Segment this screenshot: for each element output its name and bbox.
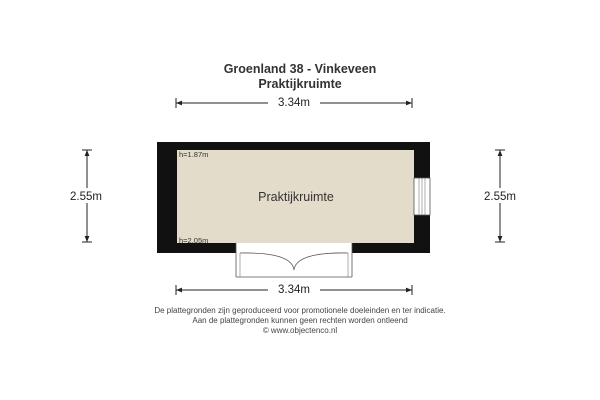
window [414, 178, 430, 215]
room-label: Praktijkruimte [258, 190, 334, 204]
disclaimer-line-2: Aan de plattegronden kunnen geen rechten worden ontleend [192, 316, 408, 325]
plan-title: Groenland 38 - Vinkeveen [223, 62, 377, 76]
ceiling-height-bottom: h=2.05m [179, 236, 209, 245]
copyright-line: © www.objectenco.nl [262, 326, 338, 335]
dim-right-label: 2.55m [484, 191, 516, 203]
dimension-right [474, 150, 526, 242]
dimension-bottom [176, 282, 412, 296]
dimension-top [176, 95, 412, 109]
dim-bottom-label: 3.34m [278, 284, 310, 296]
dimension-left [60, 150, 112, 242]
ceiling-height-top: h=1.87m [179, 150, 209, 159]
dim-left-label: 2.55m [70, 191, 102, 203]
dim-top-label: 3.34m [278, 97, 310, 109]
disclaimer-line-1: De plattegronden zijn geproduceerd voor promotionele doeleinden en ter indicatie. [154, 306, 446, 315]
door [236, 243, 352, 277]
plan-subtitle: Praktijkruimte [258, 77, 342, 91]
